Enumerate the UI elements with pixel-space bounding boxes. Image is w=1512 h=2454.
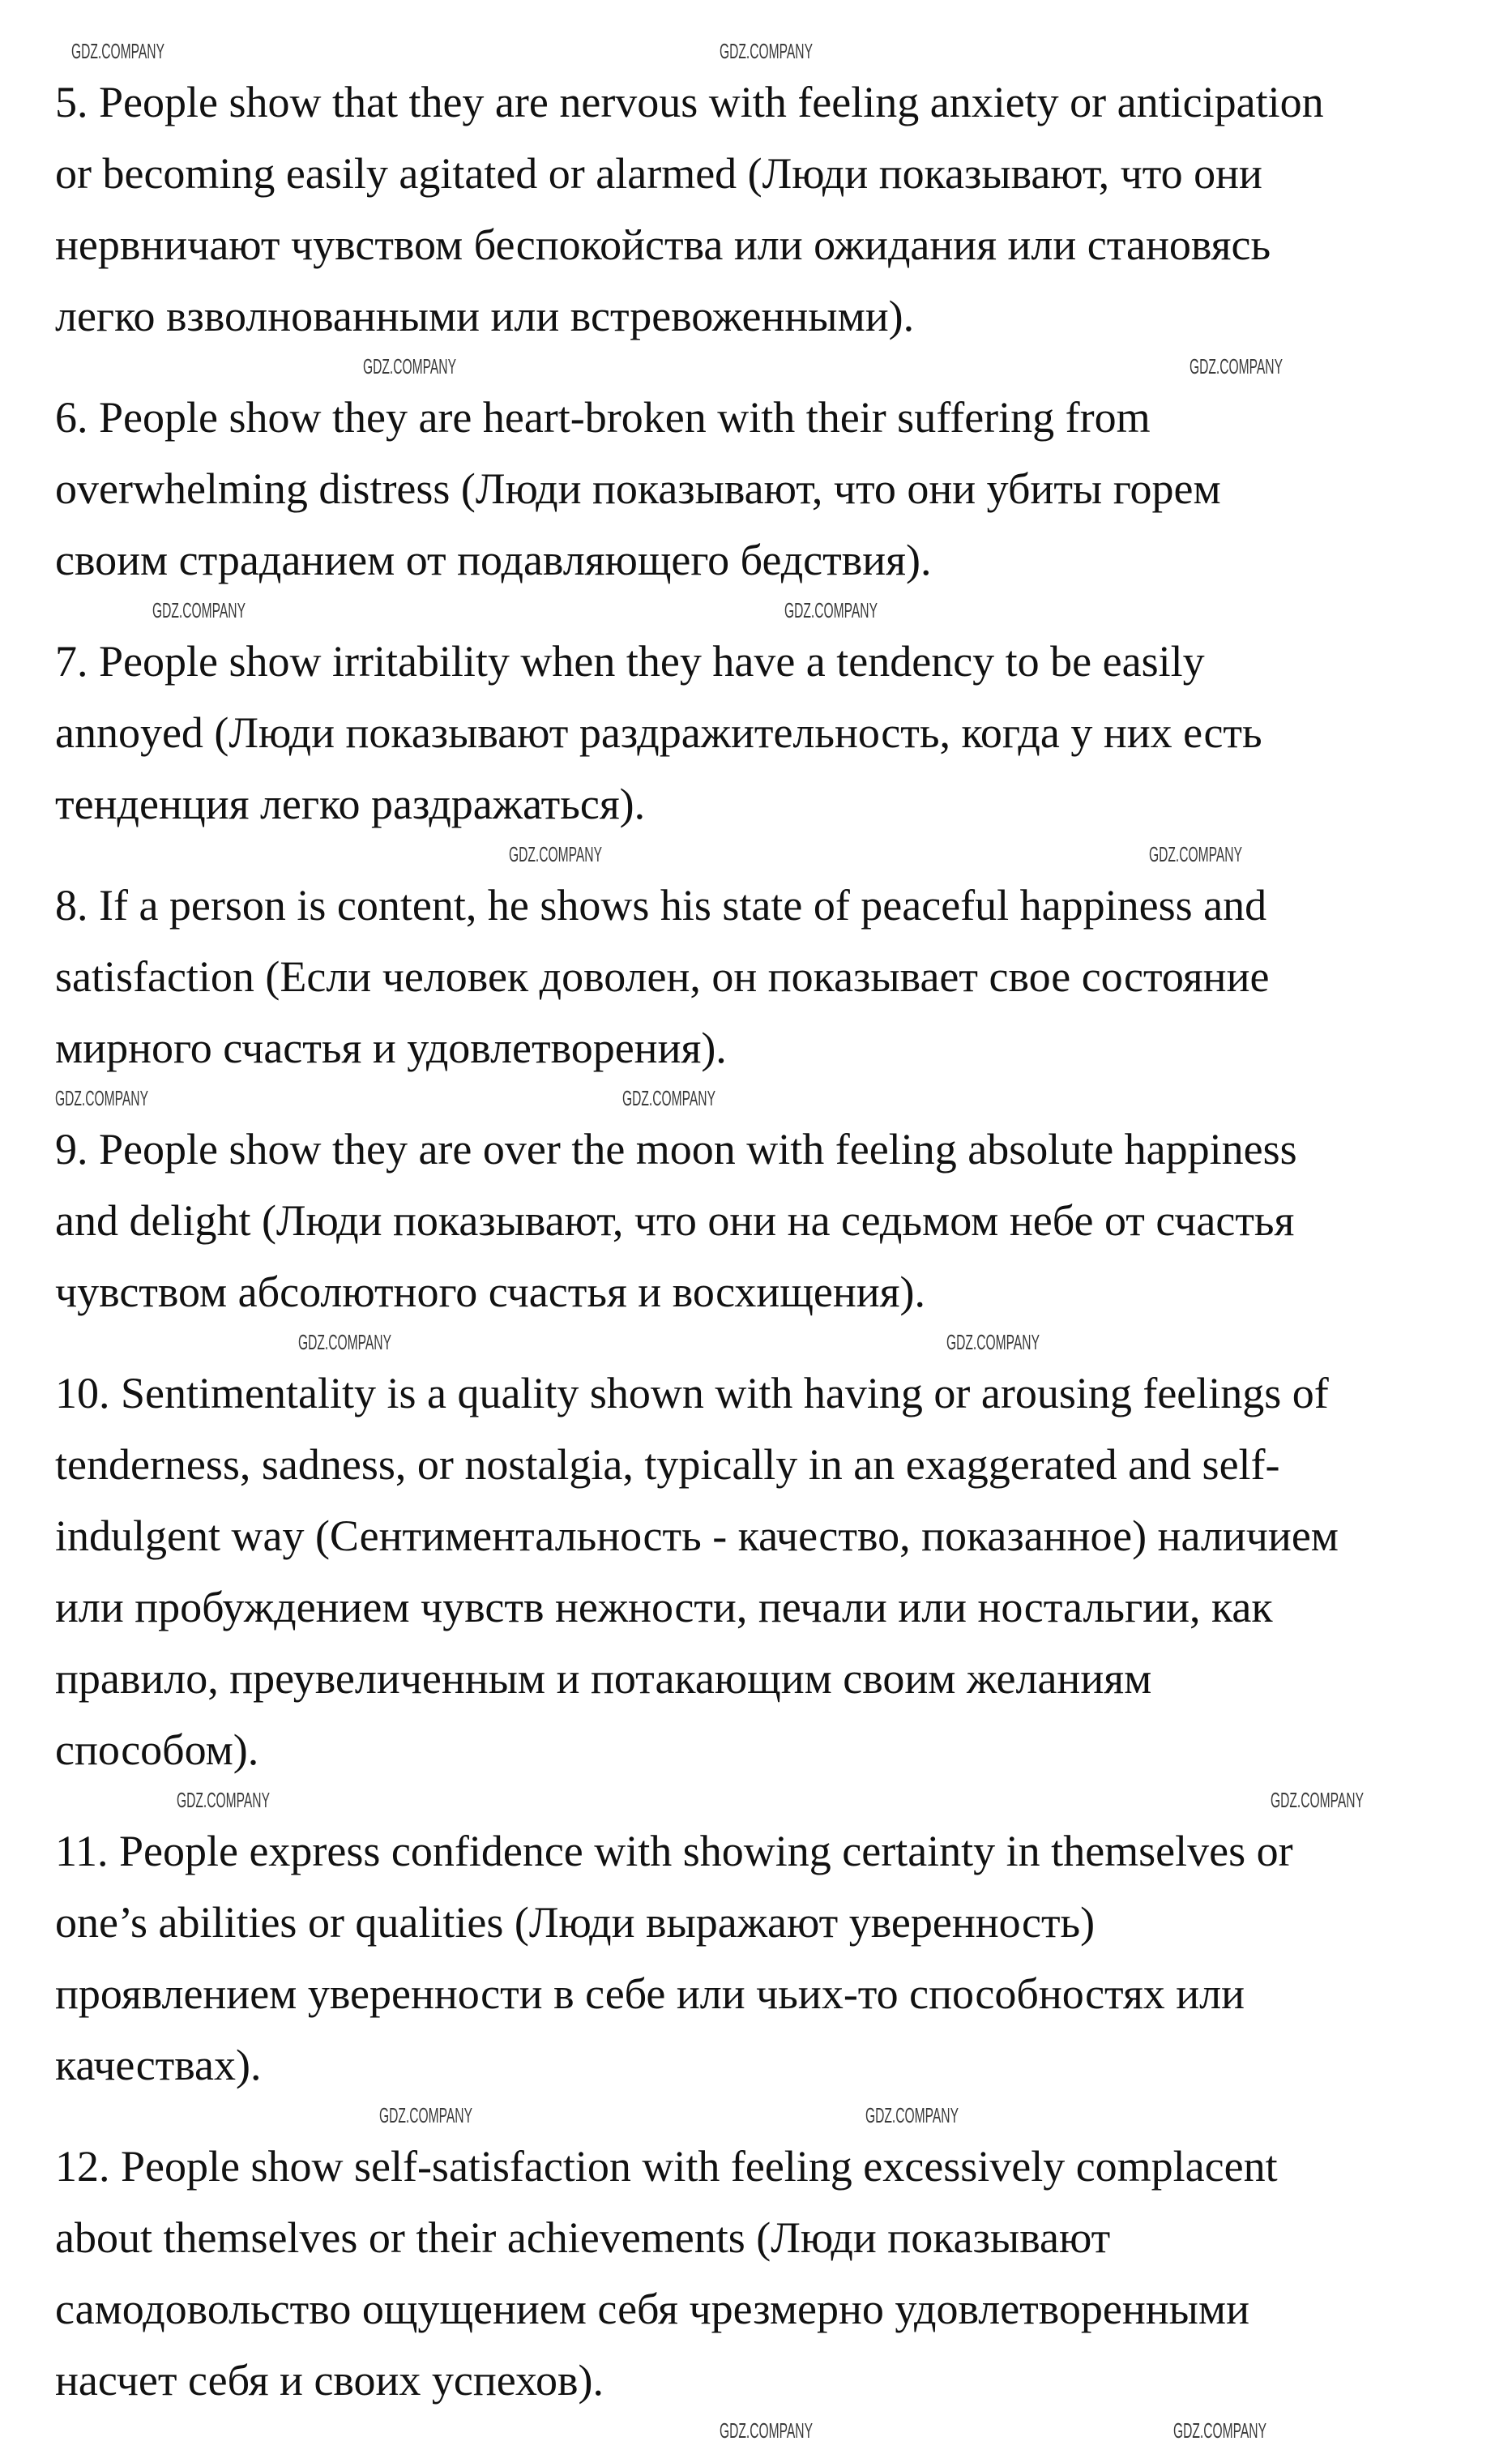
paragraph-line: чувством абсолютного счастья и восхищения). xyxy=(55,1268,925,1316)
watermark: GDZ.COMPANY xyxy=(720,2418,813,2443)
watermark-row xyxy=(55,840,1497,870)
watermark: GDZ.COMPANY xyxy=(865,2103,959,2127)
watermark-row xyxy=(55,1084,1497,1114)
paragraph-item-5 xyxy=(55,66,1497,352)
watermark-row xyxy=(55,352,1497,382)
paragraph-item-9 xyxy=(55,1114,1497,1327)
paragraph-line: tenderness, sadness, or nostalgia, typically in an exaggerated and self- xyxy=(55,1440,1280,1489)
paragraph-line: indulgent way (Сентиментальность - качество, показанное) наличием xyxy=(55,1511,1339,1560)
watermark: GDZ.COMPANY xyxy=(720,39,813,63)
watermark: GDZ.COMPANY xyxy=(509,842,602,866)
paragraph-line: about themselves or their achievements (Люди показывают xyxy=(55,2213,1111,2262)
paragraph-line: 11. People express confidence with showing certainty in themselves or xyxy=(55,1827,1293,1875)
paragraph-item-11 xyxy=(55,1815,1497,2101)
paragraph-line: мирного счастья и удовлетворения). xyxy=(55,1024,727,1072)
paragraph-line: 10. Sentimentality is a quality shown with having or arousing feelings of xyxy=(55,1369,1329,1417)
paragraph-line: насчет себя и своих успехов). xyxy=(55,2356,604,2405)
watermark: GDZ.COMPANY xyxy=(152,598,246,622)
watermark-row xyxy=(55,1327,1497,1357)
watermark-row xyxy=(55,2101,1497,2131)
paragraph-item-6 xyxy=(55,382,1497,596)
paragraph-line: overwhelming distress (Люди показывают, что они убиты горем xyxy=(55,464,1221,513)
paragraph-line: 5. People show that they are nervous with feeling anxiety or anticipation xyxy=(55,78,1324,126)
paragraph-line: тенденция легко раздражаться). xyxy=(55,780,646,828)
paragraph-line: нервничают чувством беспокойства или ожидания или становясь xyxy=(55,220,1271,269)
paragraph-item-8 xyxy=(55,870,1497,1084)
paragraph-line: 6. People show they are heart-broken with their suffering from xyxy=(55,393,1151,442)
watermark: GDZ.COMPANY xyxy=(298,1330,391,1354)
watermark: GDZ.COMPANY xyxy=(1271,1788,1364,1812)
watermark: GDZ.COMPANY xyxy=(71,39,164,63)
paragraph-line: правило, преувеличенным и потакающим своим желаниям xyxy=(55,1654,1152,1703)
paragraph-line: легко взволнованными или встревоженными). xyxy=(55,292,915,340)
paragraph-line: 12. People show self-satisfaction with feeling excessively complacent xyxy=(55,2142,1278,2191)
paragraph-line: 7. People show irritability when they have a tendency to be easily xyxy=(55,637,1205,686)
paragraph-line: one’s abilities or qualities (Люди выражают уверенность) xyxy=(55,1898,1096,1947)
paragraph-line: 9. People show they are over the moon with feeling absolute happiness xyxy=(55,1125,1297,1174)
watermark: GDZ.COMPANY xyxy=(55,1086,148,1110)
watermark: GDZ.COMPANY xyxy=(379,2103,472,2127)
paragraph-line: проявлением уверенности в себе или чьих-то способностях или xyxy=(55,1969,1245,2018)
watermark-row xyxy=(55,1785,1497,1815)
watermark: GDZ.COMPANY xyxy=(177,1788,270,1812)
watermark-row xyxy=(55,596,1497,626)
watermark-row xyxy=(55,36,1497,66)
document-body xyxy=(55,36,1497,2446)
paragraph-line: or becoming easily agitated or alarmed (Люди показывают, что они xyxy=(55,149,1262,198)
paragraph-line: способом). xyxy=(55,1725,259,1774)
watermark: GDZ.COMPANY xyxy=(363,354,456,378)
paragraph-item-7 xyxy=(55,626,1497,840)
paragraph-item-10 xyxy=(55,1357,1497,1785)
paragraph-line: satisfaction (Если человек доволен, он показывает свое состояние xyxy=(55,952,1270,1001)
watermark: GDZ.COMPANY xyxy=(622,1086,715,1110)
paragraph-line: качествах). xyxy=(55,2041,262,2089)
paragraph-line: своим страданием от подавляющего бедствия). xyxy=(55,536,932,584)
watermark: GDZ.COMPANY xyxy=(1173,2418,1266,2443)
paragraph-line: and delight (Люди показывают, что они на седьмом небе от счастья xyxy=(55,1196,1295,1245)
paragraph-line: 8. If a person is content, he shows his state of peaceful happiness and xyxy=(55,881,1267,930)
paragraph-line: или пробуждением чувств нежности, печали или ностальгии, как xyxy=(55,1583,1273,1631)
watermark: GDZ.COMPANY xyxy=(1190,354,1283,378)
paragraph-line: annoyed (Люди показывают раздражительность, когда у них есть xyxy=(55,708,1262,757)
paragraph-line: самодовольство ощущением себя чрезмерно удовлетворенными xyxy=(55,2285,1250,2333)
paragraph-item-12 xyxy=(55,2131,1497,2416)
watermark: GDZ.COMPANY xyxy=(946,1330,1040,1354)
watermark-row xyxy=(55,2416,1497,2446)
watermark: GDZ.COMPANY xyxy=(784,598,878,622)
watermark: GDZ.COMPANY xyxy=(1149,842,1242,866)
